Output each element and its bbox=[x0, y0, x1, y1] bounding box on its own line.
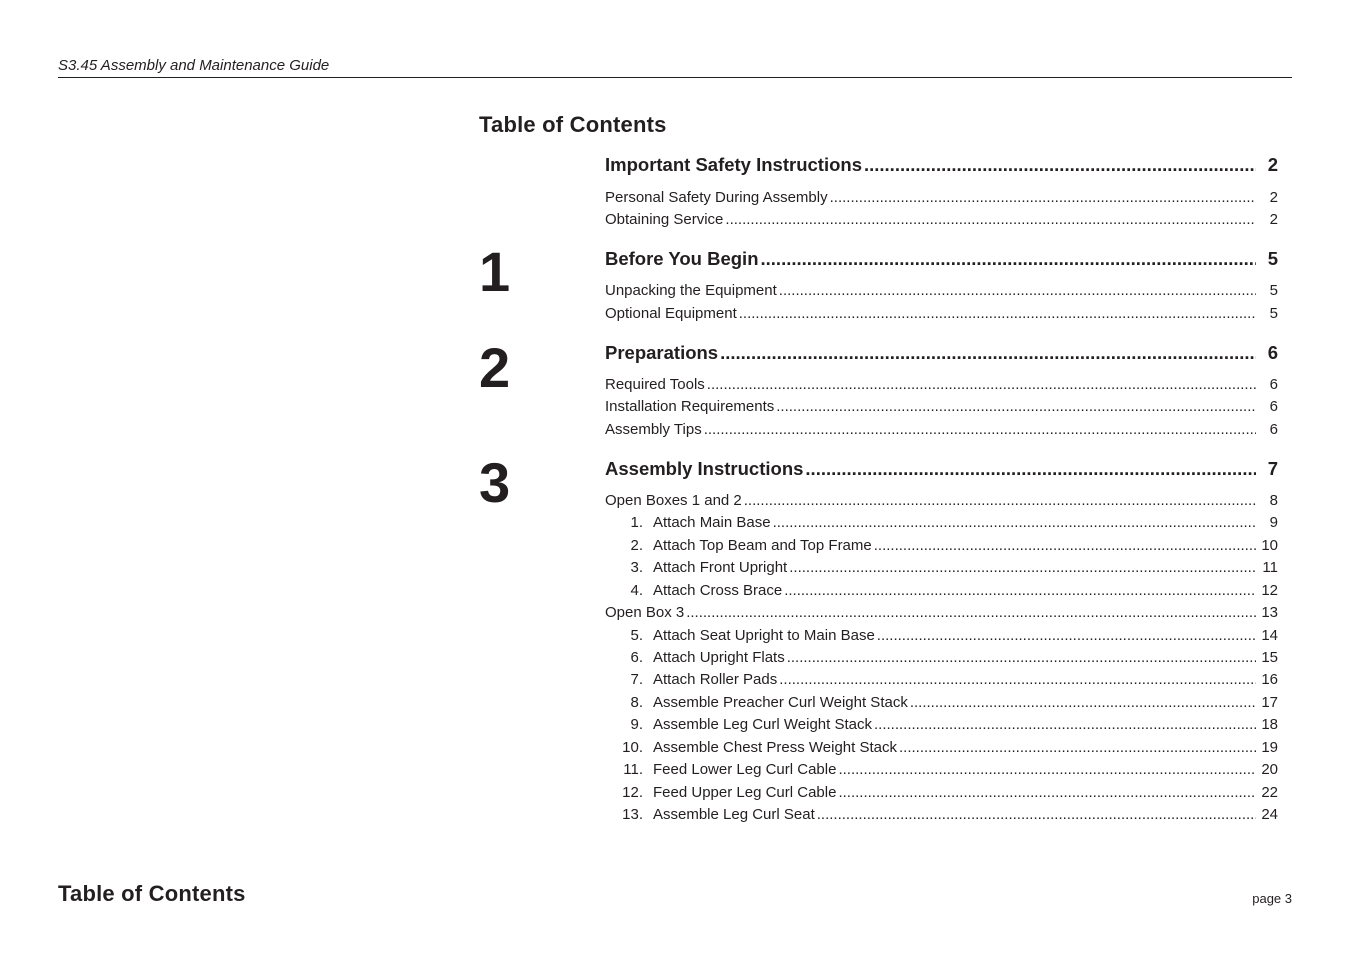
dot-leader bbox=[720, 342, 1256, 364]
toc-subsection-entry[interactable] bbox=[605, 376, 1278, 396]
toc-page-number: 7 bbox=[1267, 458, 1278, 479]
toc-section-entry[interactable] bbox=[605, 458, 1278, 484]
dot-leader bbox=[761, 248, 1256, 270]
toc-page-number: 15 bbox=[1261, 649, 1278, 666]
dot-leader bbox=[789, 559, 1256, 576]
toc-entry-label: Obtaining Service bbox=[605, 211, 724, 228]
toc-subsection-entry[interactable] bbox=[605, 189, 1278, 209]
dot-leader bbox=[838, 761, 1256, 778]
toc-entry-label: Before You Begin bbox=[605, 248, 759, 269]
toc-entry-label: Important Safety Instructions bbox=[605, 154, 862, 175]
toc-page-number: 19 bbox=[1261, 739, 1278, 756]
toc-step-entry[interactable] bbox=[605, 761, 1278, 781]
toc-section-entry[interactable] bbox=[605, 342, 1278, 368]
toc-entry-label: Preparations bbox=[605, 342, 719, 363]
toc-subsection-entry[interactable] bbox=[605, 421, 1278, 441]
toc-step-entry[interactable] bbox=[605, 716, 1278, 736]
dot-leader bbox=[910, 694, 1256, 711]
toc-step-entry[interactable] bbox=[605, 806, 1278, 826]
toc-entry-label: Assemble Leg Curl Weight Stack bbox=[653, 716, 872, 733]
toc-page-number: 24 bbox=[1261, 806, 1278, 823]
toc-page-number: 18 bbox=[1261, 716, 1278, 733]
toc-page-number: 11 bbox=[1262, 559, 1278, 576]
dot-leader bbox=[707, 376, 1256, 393]
dot-leader bbox=[838, 784, 1256, 801]
toc-page-number: 2 bbox=[1269, 211, 1278, 228]
toc-page-number: 5 bbox=[1269, 282, 1278, 299]
toc-step-number: 11. bbox=[623, 761, 643, 778]
toc-subsection-entry[interactable] bbox=[605, 282, 1278, 302]
toc-step-entry[interactable] bbox=[605, 582, 1278, 602]
dot-leader bbox=[874, 537, 1256, 554]
dot-leader bbox=[773, 514, 1256, 531]
toc-page-number: 20 bbox=[1261, 761, 1278, 778]
toc-entry-label: Open Boxes 1 and 2 bbox=[605, 492, 742, 509]
toc-step-number: 3. bbox=[630, 559, 643, 576]
toc-subsection-entry[interactable] bbox=[605, 492, 1278, 512]
toc-subsection-entry[interactable] bbox=[605, 398, 1278, 418]
toc-step-entry[interactable] bbox=[605, 694, 1278, 714]
toc-subsection-entry[interactable] bbox=[605, 305, 1278, 325]
toc-page-number: 13 bbox=[1261, 604, 1278, 621]
dot-leader bbox=[779, 671, 1256, 688]
toc-entry-label: Attach Front Upright bbox=[653, 559, 788, 576]
toc-section-entry[interactable] bbox=[605, 248, 1278, 274]
toc-step-number: 13. bbox=[622, 806, 643, 823]
toc-entry-label: Attach Main Base bbox=[653, 514, 771, 531]
toc-step-number: 1. bbox=[630, 514, 643, 531]
toc-page-number: 22 bbox=[1261, 784, 1278, 801]
dot-leader bbox=[744, 492, 1256, 509]
dot-leader bbox=[776, 398, 1256, 415]
toc-section-entry[interactable] bbox=[605, 154, 1278, 180]
toc-entry-label: Feed Lower Leg Curl Cable bbox=[653, 761, 837, 778]
toc-step-entry[interactable] bbox=[605, 671, 1278, 691]
page-number: page 3 bbox=[1252, 891, 1292, 906]
toc-entry-label: Attach Seat Upright to Main Base bbox=[653, 627, 875, 644]
chapter-number-3: 3 bbox=[479, 451, 511, 514]
chapter-number-2: 2 bbox=[479, 336, 511, 399]
toc-step-entry[interactable] bbox=[605, 739, 1278, 759]
toc-entry-label: Personal Safety During Assembly bbox=[605, 189, 828, 206]
toc-page-number: 5 bbox=[1267, 248, 1278, 269]
toc-page-number: 17 bbox=[1261, 694, 1278, 711]
toc-step-number: 5. bbox=[630, 627, 643, 644]
toc-step-entry[interactable] bbox=[605, 537, 1278, 557]
toc-subsection-entry[interactable] bbox=[605, 604, 1278, 624]
toc-entry-label: Unpacking the Equipment bbox=[605, 282, 777, 299]
dot-leader bbox=[784, 582, 1256, 599]
toc-step-number: 8. bbox=[630, 694, 643, 711]
dot-leader bbox=[874, 716, 1256, 733]
dot-leader bbox=[877, 627, 1256, 644]
toc-page-number: 2 bbox=[1267, 154, 1278, 175]
footer-section-title: Table of Contents bbox=[58, 881, 246, 906]
toc-page-number: 12 bbox=[1261, 582, 1278, 599]
toc-step-number: 9. bbox=[630, 716, 643, 733]
toc-page-number: 8 bbox=[1269, 492, 1278, 509]
toc-entry-label: Attach Top Beam and Top Frame bbox=[653, 537, 872, 554]
toc-entry-label: Attach Upright Flats bbox=[653, 649, 785, 666]
dot-leader bbox=[787, 649, 1256, 666]
toc-step-number: 4. bbox=[630, 582, 643, 599]
running-header: S3.45 Assembly and Maintenance Guide bbox=[58, 56, 1292, 78]
toc-step-entry[interactable] bbox=[605, 784, 1278, 804]
dot-leader bbox=[830, 189, 1256, 206]
toc-page-number: 6 bbox=[1269, 421, 1278, 438]
toc-entry-label: Optional Equipment bbox=[605, 305, 737, 322]
toc-entry-label: Feed Upper Leg Curl Cable bbox=[653, 784, 837, 801]
toc-entry-label: Assembly Tips bbox=[605, 421, 702, 438]
chapter-number-1: 1 bbox=[479, 240, 511, 303]
dot-leader bbox=[725, 211, 1256, 228]
dot-leader bbox=[686, 604, 1256, 621]
toc-page-number: 6 bbox=[1269, 398, 1278, 415]
dot-leader bbox=[805, 458, 1256, 480]
toc-entry-label: Installation Requirements bbox=[605, 398, 775, 415]
toc-step-number: 10. bbox=[622, 739, 643, 756]
toc-entry-label: Attach Roller Pads bbox=[653, 671, 778, 688]
toc-step-entry[interactable] bbox=[605, 649, 1278, 669]
dot-leader bbox=[779, 282, 1256, 299]
toc-page-number: 9 bbox=[1269, 514, 1278, 531]
dot-leader bbox=[899, 739, 1256, 756]
dot-leader bbox=[817, 806, 1256, 823]
page-title: Table of Contents bbox=[479, 112, 667, 137]
toc-entry-label: Assemble Preacher Curl Weight Stack bbox=[653, 694, 908, 711]
toc-step-entry[interactable] bbox=[605, 559, 1278, 579]
toc-entry-label: Assembly Instructions bbox=[605, 458, 804, 479]
toc-step-entry[interactable] bbox=[605, 627, 1278, 647]
toc-entry-label: Assemble Chest Press Weight Stack bbox=[653, 739, 897, 756]
toc-entry-label: Open Box 3 bbox=[605, 604, 685, 621]
toc-subsection-entry[interactable] bbox=[605, 211, 1278, 231]
toc-step-number: 7. bbox=[630, 671, 643, 688]
dot-leader bbox=[864, 154, 1256, 176]
toc-step-number: 2. bbox=[630, 537, 643, 554]
toc-entry-label: Required Tools bbox=[605, 376, 705, 393]
toc-page-number: 2 bbox=[1269, 189, 1278, 206]
toc-entry-label: Attach Cross Brace bbox=[653, 582, 783, 599]
toc-page-number: 6 bbox=[1267, 342, 1278, 363]
dot-leader bbox=[704, 421, 1256, 438]
toc-page-number: 16 bbox=[1261, 671, 1278, 688]
toc-step-number: 12. bbox=[622, 784, 643, 801]
toc-page-number: 10 bbox=[1261, 537, 1278, 554]
toc-page-number: 14 bbox=[1261, 627, 1278, 644]
toc-page-number: 5 bbox=[1269, 305, 1278, 322]
toc-page-number: 6 bbox=[1269, 376, 1278, 393]
toc-entry-label: Assemble Leg Curl Seat bbox=[653, 806, 815, 823]
dot-leader bbox=[739, 305, 1256, 322]
toc-step-number: 6. bbox=[630, 649, 643, 666]
toc-step-entry[interactable] bbox=[605, 514, 1278, 534]
